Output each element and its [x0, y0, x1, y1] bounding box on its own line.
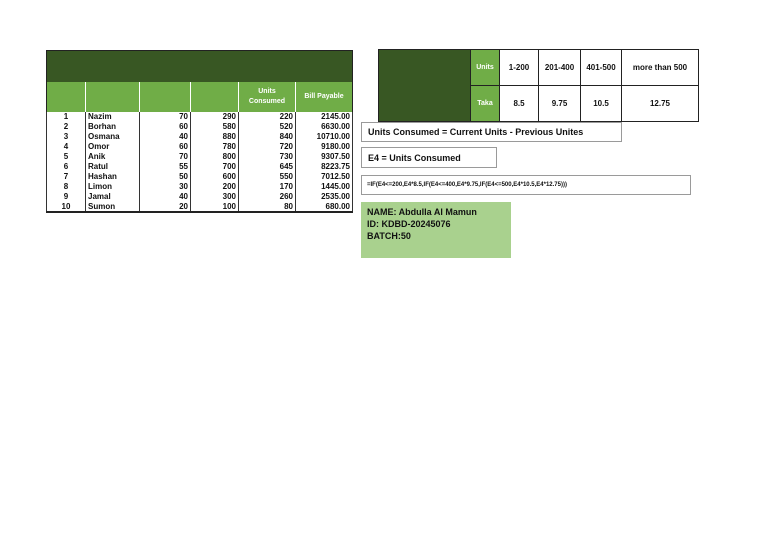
previous-units: 70: [140, 112, 191, 122]
previous-units: 20: [140, 202, 191, 212]
units-consumed: 720: [239, 142, 296, 152]
units-formula-note: Units Consumed = Current Units - Previous Unites: [361, 122, 622, 142]
header-cell: [47, 82, 86, 112]
units-consumed: 260: [239, 192, 296, 202]
bill-table: [46, 50, 353, 213]
current-units: 200: [191, 182, 239, 192]
row-number: 6: [47, 162, 86, 172]
table-row: [47, 202, 353, 212]
current-units: 700: [191, 162, 239, 172]
range-cell: 201-400: [539, 50, 581, 86]
identity-box: [361, 202, 511, 258]
row-number: 2: [47, 122, 86, 132]
row-number: 5: [47, 152, 86, 162]
table-row: [47, 172, 353, 182]
table-row: [47, 152, 353, 162]
bill-payable: 2535.00: [296, 192, 353, 202]
table-title-band: [47, 51, 353, 82]
units-consumed: 520: [239, 122, 296, 132]
rate-cell: 12.75: [622, 86, 699, 122]
previous-units: 40: [140, 192, 191, 202]
row-number: 4: [47, 142, 86, 152]
customer-name: Anik: [86, 152, 140, 162]
header-bill-payable: Bill Payable: [296, 82, 353, 112]
units-consumed: 80: [239, 202, 296, 212]
table-row: [47, 132, 353, 142]
rate-cell: 9.75: [539, 86, 581, 122]
bill-payable: 10710.00: [296, 132, 353, 142]
bill-payable: 1445.00: [296, 182, 353, 192]
customer-name: Omor: [86, 142, 140, 152]
customer-name: Hashan: [86, 172, 140, 182]
header-cell: [140, 82, 191, 112]
bill-payable: 8223.75: [296, 162, 353, 172]
previous-units: 55: [140, 162, 191, 172]
previous-units: 60: [140, 122, 191, 132]
bill-payable: 680.00: [296, 202, 353, 212]
student-name: NAME: Abdulla Al Mamun: [367, 207, 477, 217]
row-number: 3: [47, 132, 86, 142]
current-units: 300: [191, 192, 239, 202]
table-header-row: [47, 82, 353, 112]
e4-note: E4 = Units Consumed: [361, 147, 497, 168]
customer-name: Nazim: [86, 112, 140, 122]
header-units-consumed: Units Consumed: [239, 82, 296, 112]
rate-cell: 10.5: [581, 86, 622, 122]
previous-units: 50: [140, 172, 191, 182]
bill-payable: 2145.00: [296, 112, 353, 122]
table-row: [47, 122, 353, 132]
current-units: 600: [191, 172, 239, 182]
units-consumed: 220: [239, 112, 296, 122]
student-batch: BATCH:50: [367, 231, 411, 241]
previous-units: 70: [140, 152, 191, 162]
rate-cell: 8.5: [500, 86, 539, 122]
current-units: 780: [191, 142, 239, 152]
rate-title-band: [379, 50, 471, 122]
range-cell: 401-500: [581, 50, 622, 86]
student-id: ID: KDBD-20245076: [367, 219, 451, 229]
table-row: [47, 112, 353, 122]
customer-name: Sumon: [86, 202, 140, 212]
previous-units: 60: [140, 142, 191, 152]
previous-units: 40: [140, 132, 191, 142]
rate-units-row: [379, 50, 699, 86]
customer-name: Osmana: [86, 132, 140, 142]
table-row: [47, 182, 353, 192]
taka-label: Taka: [471, 86, 500, 122]
customer-name: Borhan: [86, 122, 140, 132]
units-consumed: 840: [239, 132, 296, 142]
header-cell: [191, 82, 239, 112]
row-number: 1: [47, 112, 86, 122]
range-cell: more than 500: [622, 50, 699, 86]
current-units: 290: [191, 112, 239, 122]
row-number: 8: [47, 182, 86, 192]
previous-units: 30: [140, 182, 191, 192]
bill-payable: 9307.50: [296, 152, 353, 162]
row-number: 10: [47, 202, 86, 212]
current-units: 800: [191, 152, 239, 162]
table-row: [47, 142, 353, 152]
header-cell: [86, 82, 140, 112]
table-row: [47, 162, 353, 172]
current-units: 580: [191, 122, 239, 132]
current-units: 880: [191, 132, 239, 142]
units-consumed: 645: [239, 162, 296, 172]
excel-formula-note: =IF(E4<=200,E4*8.5,IF(E4<=400,E4*9.75,IF(E4<=500,E4*10.5,E4*12.75))): [361, 175, 691, 195]
customer-name: Limon: [86, 182, 140, 192]
table-row: [47, 192, 353, 202]
bill-payable: 7012.50: [296, 172, 353, 182]
bill-payable: 6630.00: [296, 122, 353, 132]
units-consumed: 550: [239, 172, 296, 182]
rate-table: [378, 49, 699, 122]
bill-payable: 9180.00: [296, 142, 353, 152]
units-consumed: 730: [239, 152, 296, 162]
customer-name: Jamal: [86, 192, 140, 202]
row-number: 7: [47, 172, 86, 182]
units-consumed: 170: [239, 182, 296, 192]
customer-name: Ratul: [86, 162, 140, 172]
range-cell: 1-200: [500, 50, 539, 86]
current-units: 100: [191, 202, 239, 212]
row-number: 9: [47, 192, 86, 202]
units-label: Units: [471, 50, 500, 86]
